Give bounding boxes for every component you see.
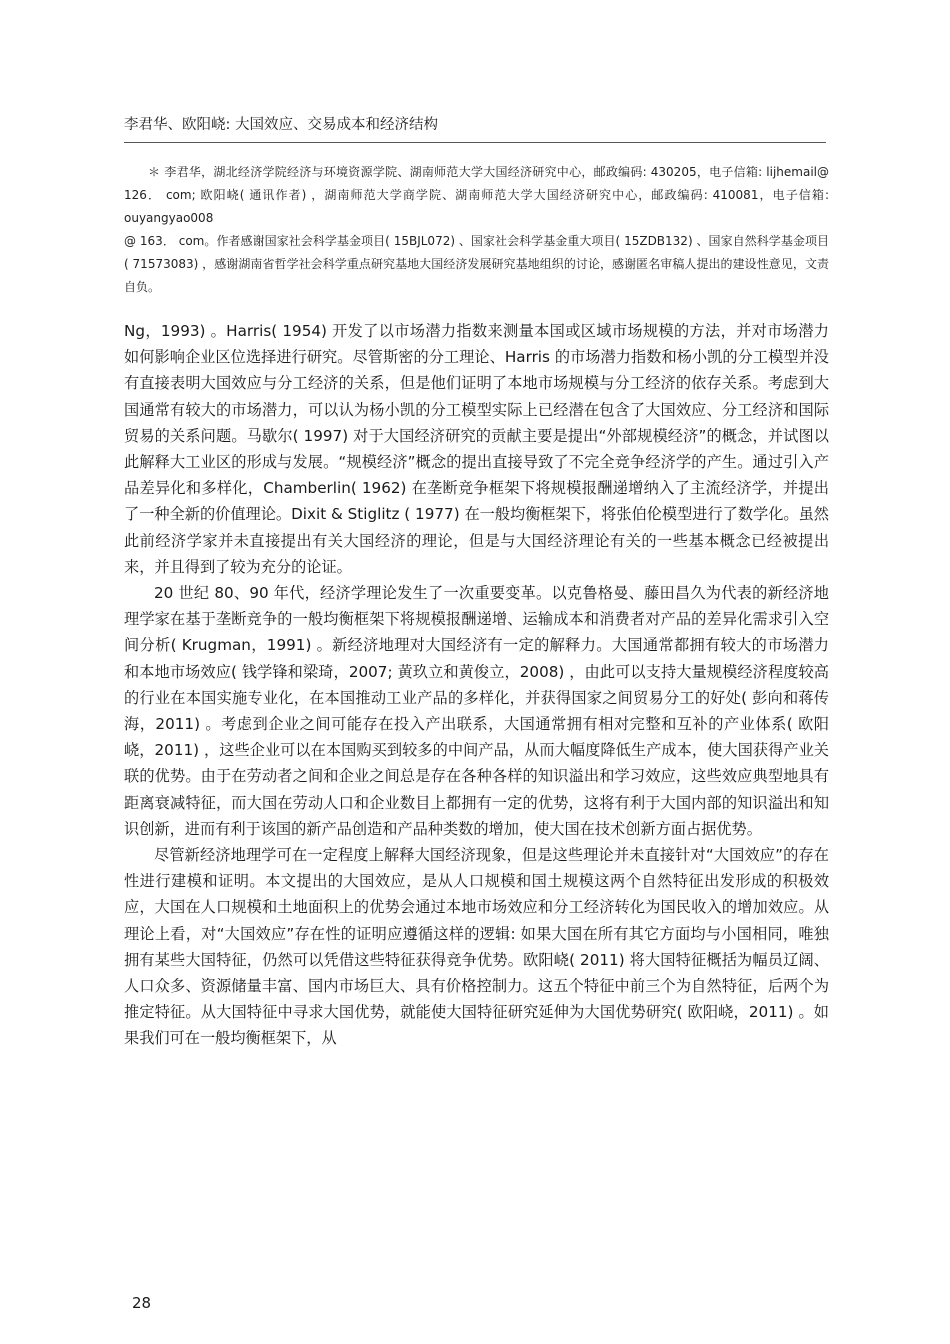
paragraph: Ng，1993) 。Harris( 1954) 开发了以市场潜力指数来测量本国或区域市场规模的方法，并对市场潜力如何影响企业区位选择进行研究。尽管斯密的分工理论、Harris 的市场潜力指数和杨小凯的分工模型并没有直接表明大国效应与分工经济的关系，但是他们证明了本地市场规模与分工经济的依存关系。考虑到大国通常有较大的市场潜力，可以认为杨小凯的分工模型实际上已经潜在包含了大国效应、分工经济和国际贸易的关系问题。马歇尔( 1997) 对于大国经济研究的贡献主要是提出“外部规模经济”的概念，并试图以此解释大工业区的形成与发展。“规模经济”概念的提出直接导致了不完全竞争经济学的产生。通过引入产品差异化和多样化，Chamberlin( 1962) 在垄断竞争框架下将规模报酬递增纳入了主流经济学，并提出了一种全新的价值理论。Dixit & Stiglitz ( 1977) 在一般均衡框架下，将张伯伦模型进行了数学化。虽然此前经济学家并未直接提出有关大国经济的理论，但是与大国经济理论有关的一些基本概念已经被提出来，并且得到了较为充分的论证。 [124,322,829,576]
paragraph: 20 世纪 80、90 年代，经济学理论发生了一次重要变革。以克鲁格曼、藤田昌久为代表的新经济地理学家在基于垄断竞争的一般均衡框架下将规模报酬递增、运输成本和消费者对产品的差异化需求引入空间分析( Krugman，1991) 。新经济地理对大国经济有一定的解释力。大国通常都拥有较大的市场潜力和本地市场效应( 钱学锋和梁琦，2007; 黄玖立和黄俊立，2008) ，由此可以支持大量规模经济程度较高的行业在本国实施专业化，在本国推动工业产品的多样化，并获得国家之间贸易分工的好处( 彭向和蒋传海，2011) 。考虑到企业之间可能存在投入产出联系，大国通常拥有相对完整和互补的产业体系( 欧阳峣，2011) ，这些企业可以在本国购买到较多的中间产品，从而大幅度降低生产成本，使大国获得产业关联的优势。由于在劳动者之间和企业之间总是存在各种各样的知识溢出和学习效应，这些效应典型地具有距离衰减特征，而大国在劳动人口和企业数目上都拥有一定的优势，这将有利于大国内部的知识溢出和知识创新，进而有利于该国的新产品创造和产品种类数的增加，使大国在技术创新方面占据优势。 [124,584,829,838]
footnote-line: @ 163． com。作者感谢国家社会科学基金项目( 15BJL072) 、国家社会科学基金重大项目( 15ZDB132) 、国家自然科学基金项目( 71573083) ，感谢湖南省哲学社会科学重点研究基地大国经济发展研究基地组织的讨论，感谢匿名审稿人提出的建设性意见，文责自负。 [124,234,829,294]
author-footnote [124,161,829,299]
running-header: 李君华、欧阳峣: 大国效应、交易成本和经济结构 [124,117,438,133]
paragraph: 尽管新经济地理学可在一定程度上解释大国经济现象，但是这些理论并未直接针对“大国效应”的存在性进行建模和证明。本文提出的大国效应，是从人口规模和国土规模这两个自然特征出发形成的积极效应，大国在人口规模和土地面积上的优势会通过本地市场效应和分工经济转化为国民收入的增加效应。从理论上看，对“大国效应”存在性的证明应遵循这样的逻辑: 如果大国在所有其它方面均与小国相同，唯独拥有某些大国特征，仍然可以凭借这些特征获得竞争优势。欧阳峣( 2011) 将大国特征概括为幅员辽阔、人口众多、资源储量丰富、国内市场巨大、具有价格控制力。这五个特征中前三个为自然特征，后两个为推定特征。从大国特征中寻求大国优势，就能使大国特征研究延伸为大国优势研究( 欧阳峣，2011) 。如果我们可在一般均衡框架下，从 [124,846,829,1048]
footnote-line: ＊ 李君华，湖北经济学院经济与环境资源学院、湖南师范大学大国经济研究中心，邮政编码: 430205，电子信箱: lijhemail@ 126． com; 欧阳峣( 通讯作者) ，湖南师范大学商学院、湖南师范大学大国经济研究中心，邮政编码: 410081，电子信箱: ouyangyao008 [124,165,829,225]
main-text [124,318,829,1052]
header-divider [124,142,826,143]
page-number: 28 [132,1294,152,1312]
